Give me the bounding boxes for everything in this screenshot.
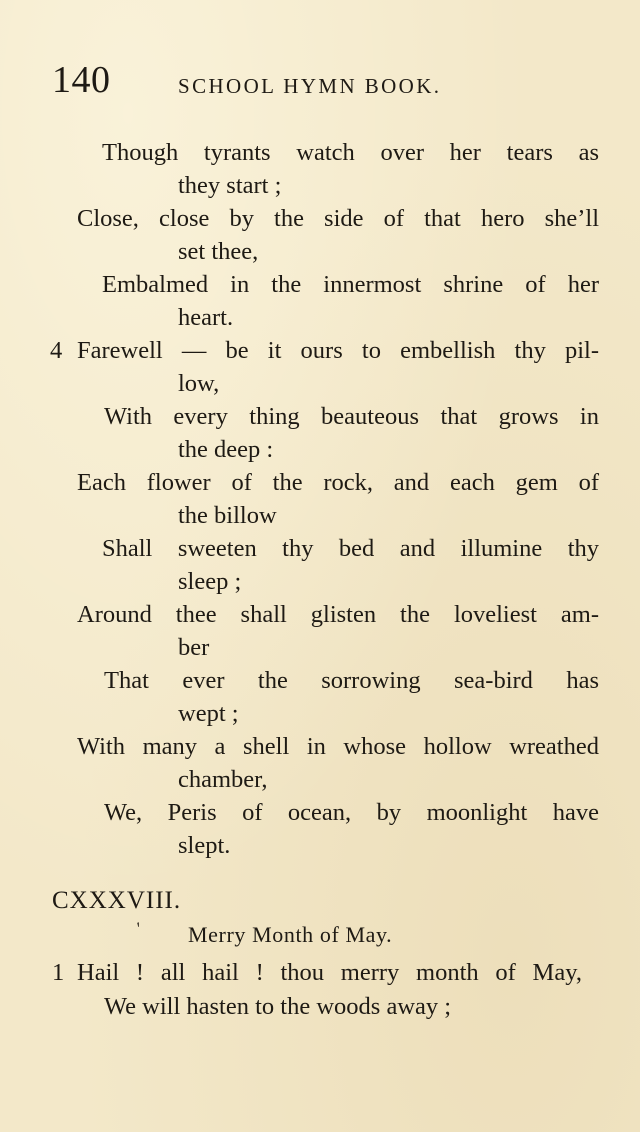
- poem-line: That ever the sorrowing sea-bird has: [104, 667, 599, 694]
- stanza-number: 1: [52, 959, 65, 986]
- poem-line: low,: [178, 370, 220, 397]
- poem-line: Each flower of the rock, and each gem of: [77, 469, 599, 496]
- poem-line: Shall sweeten thy bed and illumine thy: [102, 535, 599, 562]
- poem-line: the deep :: [178, 436, 274, 463]
- poem-line: We, Peris of ocean, by moonlight have: [104, 799, 599, 826]
- poem-line: chamber,: [178, 766, 268, 793]
- page-header: [52, 58, 612, 102]
- hymn-line: We will hasten to the woods away ;: [104, 993, 452, 1020]
- poem-line: ber: [178, 634, 210, 661]
- stanza-number: 4: [50, 337, 63, 364]
- poem-line: sleep ;: [178, 568, 242, 595]
- page-number: 140: [52, 59, 111, 101]
- hymn-number: CXXXVIII.: [52, 887, 182, 914]
- poem-line: Around thee shall glisten the loveliest am-: [77, 601, 599, 628]
- poem-line: wept ;: [178, 700, 239, 727]
- poem-line: With every thing beauteous that grows in: [104, 403, 599, 430]
- hymn-line: Hail ! all hail ! thou merry month of May,: [77, 959, 582, 986]
- poem-line: slept.: [178, 832, 231, 859]
- poem-line: Though tyrants watch over her tears as: [102, 139, 599, 166]
- ink-speck: ʹ: [134, 917, 146, 939]
- poem-line: the billow: [178, 502, 277, 529]
- poem-line: they start ;: [178, 172, 282, 199]
- running-title: SCHOOL HYMN BOOK.: [178, 74, 442, 98]
- poem-line: set thee,: [178, 238, 259, 265]
- poem-line: heart.: [178, 304, 234, 331]
- poem-line: With many a shell in whose hollow wreathed: [77, 733, 599, 760]
- poem-line: Farewell — be it ours to embellish thy pil-: [77, 337, 599, 364]
- poem-line: Close, close by the side of that hero she’ll: [77, 205, 599, 232]
- poem-line: Embalmed in the innermost shrine of her: [102, 271, 599, 298]
- hymn-title: Merry Month of May.: [188, 922, 393, 947]
